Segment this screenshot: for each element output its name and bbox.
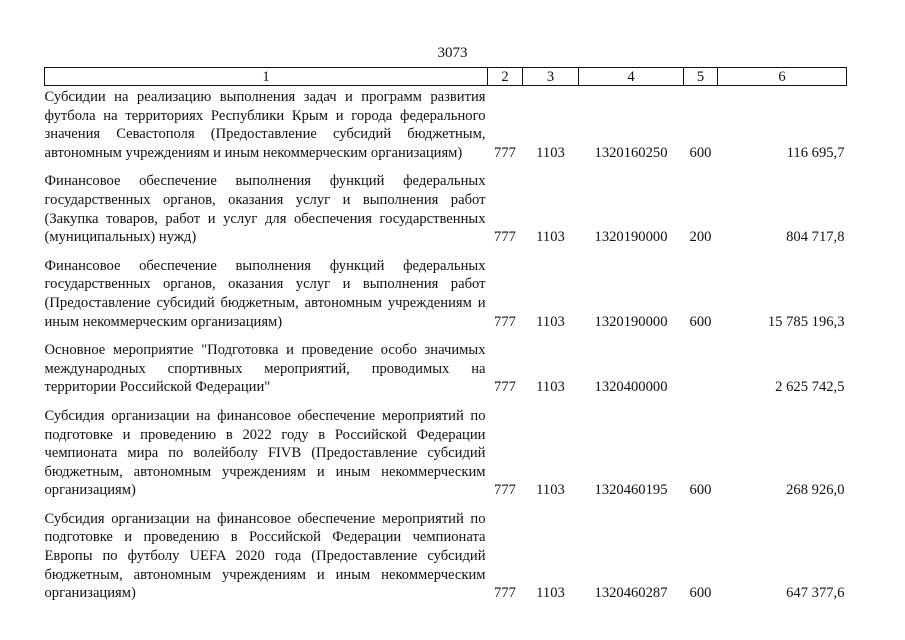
row-description: Финансовое обеспечение выполнения функций федеральных государственных органов, оказания услуг и выполнения работ (Предоставление субсидий бюджетным, автономным учреждениям и иным некоммерческим организациям) (44, 257, 486, 330)
row-ministry-code: 777 (494, 482, 516, 499)
row-amount: 2 625 742,5 (775, 379, 845, 396)
column-header-description: 1 (45, 68, 488, 86)
row-section-code: 1103 (536, 313, 565, 330)
row-target-article: 1320190000 (594, 313, 668, 330)
row-target-article: 1320460287 (594, 585, 668, 602)
column-header-expense-type: 5 (684, 68, 718, 86)
table-row (45, 341, 847, 407)
row-target-article: 1320460195 (594, 482, 668, 499)
row-section-code: 1103 (536, 585, 565, 602)
column-header-amount: 6 (718, 68, 847, 86)
table-row (45, 407, 847, 510)
row-section-code: 1103 (536, 482, 565, 499)
row-expense-type: 600 (689, 313, 712, 330)
row-ministry-code: 777 (494, 379, 516, 396)
row-description: Финансовое обеспечение выполнения функций федеральных государственных органов, оказания услуг и выполнения работ (Закупка товаров, работ и услуг для обеспечения государственных (муниципальных) нужд) (44, 173, 486, 246)
row-section-code: 1103 (536, 379, 565, 396)
row-expense-type: 600 (689, 144, 712, 161)
table-row (45, 510, 847, 603)
row-description: Основное мероприятие "Подготовка и проведение особо значимых международных спортивных мероприятий, проводимых на территории Российской Федерации" (44, 342, 486, 396)
row-amount: 268 926,0 (786, 482, 845, 499)
row-description: Субсидия организации на финансовое обеспечение мероприятий по подготовке и проведению в 2022 году в Российской Федерации чемпионата мира по волейболу FIVB (Предоставление субсидий бюджетным, автономным учреждениям и иным некоммерческим организациям) (44, 407, 486, 499)
row-expense-type: 600 (689, 585, 712, 602)
column-header-section: 3 (523, 68, 579, 86)
row-expense-type (684, 341, 718, 407)
budget-table (44, 67, 847, 603)
table-row (45, 257, 847, 341)
row-ministry-code: 777 (494, 313, 516, 330)
row-description: Субсидии на реализацию выполнения задач и программ развития футбола на территориях Республики Крым и города федерального значения Севастополя (Предоставление субсидий бюджетным, автономным учреждениям и иным некоммерческим организациям) (44, 89, 486, 161)
row-amount: 647 377,6 (786, 585, 845, 602)
column-header-ministry: 2 (488, 68, 523, 86)
column-header-target-article: 4 (579, 68, 684, 86)
row-expense-type: 200 (689, 229, 712, 246)
row-description: Субсидия организации на финансовое обеспечение мероприятий по подготовке и проведению в Российской Федерации чемпионата Европы по футболу UEFA 2020 года (Предоставление субсидий бюджетным, автономным учреждениям и иным некоммерческим организациям) (44, 510, 486, 602)
table-header-row (45, 68, 847, 86)
page-number: 3073 (437, 45, 468, 61)
row-amount: 15 785 196,3 (767, 313, 845, 330)
row-amount: 116 695,7 (786, 144, 845, 161)
row-ministry-code: 777 (494, 229, 516, 246)
row-expense-type: 600 (689, 482, 712, 499)
row-section-code: 1103 (536, 229, 565, 246)
row-target-article: 1320160250 (594, 144, 668, 161)
row-amount: 804 717,8 (786, 229, 845, 246)
row-ministry-code: 777 (494, 585, 516, 602)
row-ministry-code: 777 (494, 144, 516, 161)
table-row (45, 172, 847, 256)
row-target-article: 1320400000 (594, 379, 668, 396)
row-section-code: 1103 (536, 144, 565, 161)
row-target-article: 1320190000 (594, 229, 668, 246)
table-row (45, 86, 847, 173)
